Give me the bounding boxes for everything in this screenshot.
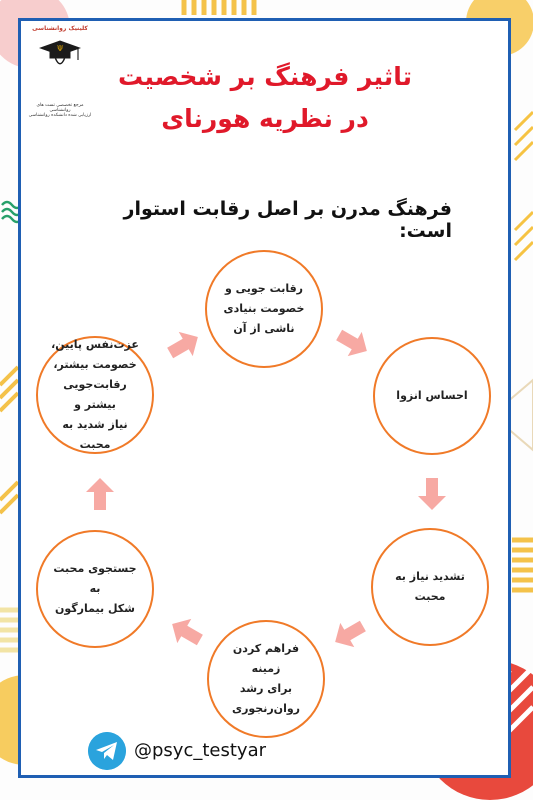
svg-text:Ψ: Ψ <box>56 44 64 53</box>
cycle-node-competition <box>205 250 323 368</box>
cycle-node-isolation <box>373 337 491 455</box>
cycle-node-neurotic-love <box>36 530 154 648</box>
subtitle: فرهنگ مدرن بر اصل رقابت استوار است: <box>123 198 452 242</box>
clinic-logo <box>28 25 92 118</box>
node-label: جستجوی محبت به شکل بیمارگون <box>53 562 137 615</box>
node-label: فراهم کردن زمینه برای رشد روان‌رنجوری <box>231 642 301 715</box>
logo-caption: مرجع تخصصی تست های روانشناسی ارزیابی شده دانشکده روانشناسی <box>28 103 92 118</box>
arrow-icon <box>412 474 452 514</box>
node-label: رقابت جویی و خصومت بنیادی ناشی از آن <box>223 282 305 335</box>
telegram-icon <box>88 732 126 770</box>
arrow-icon <box>80 474 120 514</box>
cycle-node-neurosis <box>207 620 325 738</box>
telegram-handle-text: @psyc_testyar <box>134 740 267 761</box>
arrow-icon <box>333 323 373 363</box>
page-title-line-2: در نظریه هورنای <box>161 104 369 133</box>
page-title-line-1: تاثیر فرهنگ بر شخصیت <box>118 62 412 91</box>
telegram-handle <box>88 732 267 770</box>
node-label: تشدید نیاز به محبت <box>395 570 465 603</box>
cycle-node-low-self-esteem <box>36 336 154 454</box>
graduation-cap-icon <box>30 39 90 69</box>
arrow-icon <box>329 614 369 654</box>
node-label: احساس انزوا <box>396 389 468 402</box>
cycle-node-love-need <box>371 528 489 646</box>
arrow-icon <box>164 325 204 365</box>
node-label: عزت‌نفس پایین، خصومت بیشتر، رقابت‌جویی بیشتر و نیاز شدید به محبت <box>51 338 139 451</box>
arrow-icon <box>166 612 206 652</box>
logo-arc-text: کلینیک روانشناسی <box>32 25 88 32</box>
